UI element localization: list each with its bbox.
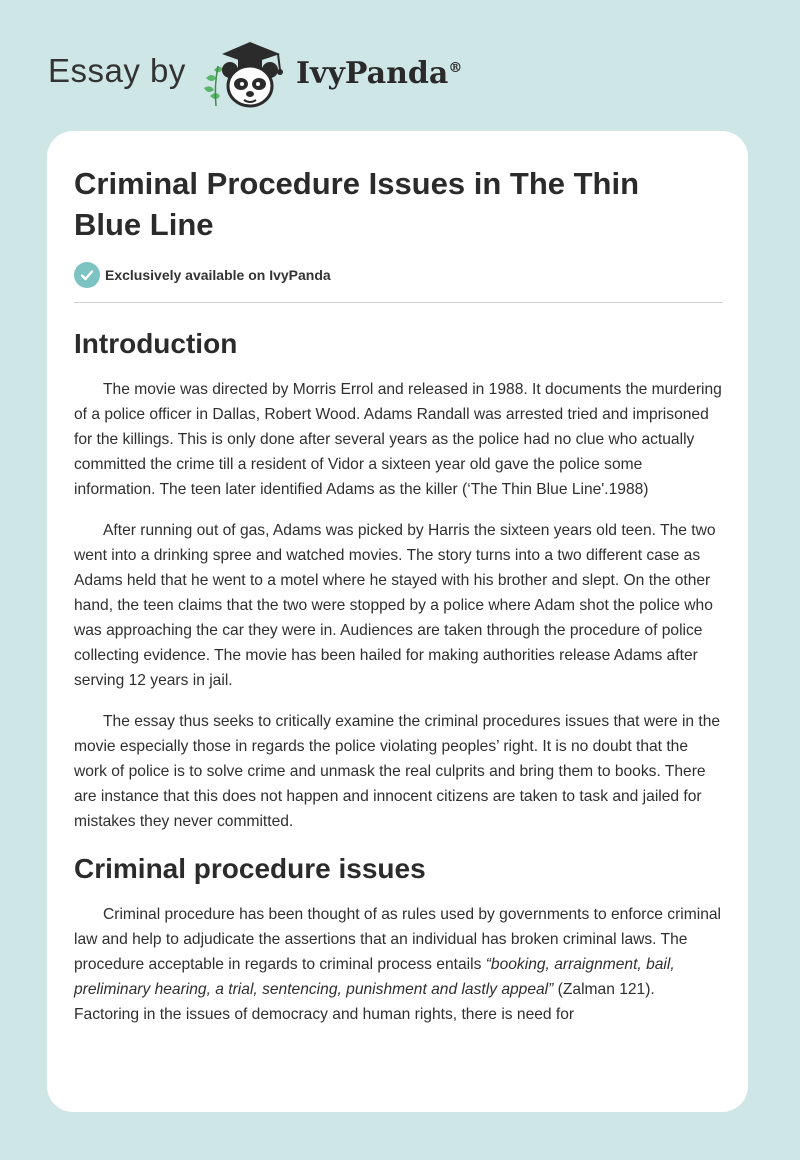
check-circle-icon [74,262,100,288]
paragraph: After running out of gas, Adams was picked by Harris the sixteen years old teen. The two went into a drinking spree and watched movies. The story turns into a two different case as Adams held that he went to a motel where he stayed with his brother and slept. On the other hand, the teen claims that the two were stopped by a police where Adam shot the police who was approaching the car they were in. Audiences are taken through the procedure of police collecting evidence. The movie has been hailed for making authorities release Adams after serving 12 years in jail. [74,522,716,689]
quoted-text: “booking, arraignment, bail, preliminary hearing, a trial, sentencing, punishment and lastly appeal” [74,956,675,998]
essay-body [74,325,723,1043]
divider [74,302,723,303]
site-header [0,0,800,130]
panda-logo-icon[interactable] [200,36,292,112]
essay-title: Criminal Procedure Issues in The Thin Blue Line [74,166,640,242]
paragraph: The movie was directed by Morris Errol and released in 1988. It documents the murdering of a police officer in Dallas, Robert Wood. Adams Randall was arrested tried and imprisoned for the killings. This is only done after several years as the police had no clue who actually committed the crime till a resident of Vidor a sixteen year old gave the police some information. The teen later identified Adams as the killer (‘The Thin Blue Line'.1988) [74,381,722,498]
essay-card [47,131,748,1112]
exclusive-badge [74,261,331,289]
paragraph: Criminal procedure has been thought of as rules used by governments to enforce criminal law and help to adjudicate the assertions that an individual has broken criminal laws. The procedure acceptable in regards to criminal process entails “booking, arraignment, bail, preliminary hearing, a trial, sentencing, punishment and lastly appeal” (Zalman 121). Factoring in the issues of democracy and human rights, there is need for [74,906,722,1023]
exclusive-text: Exclusively available on IvyPanda [105,267,331,283]
paragraph: The essay thus seeks to critically examine the criminal procedures issues that were in the movie especially those in regards the police violating peoples’ right. It is no doubt that the work of police is to solve crime and unmask the real culprits and bring them to books. There are instance that this does not happen and innocent citizens are taken to task and jailed for mistakes they never committed. [74,713,721,830]
ivypanda-brand[interactable]: IvyPanda® [296,56,463,91]
essay-by-label: Essay by [48,52,186,89]
section-heading-introduction: Introduction [74,328,238,359]
section-heading-criminal-procedure: Criminal procedure issues [74,853,426,884]
